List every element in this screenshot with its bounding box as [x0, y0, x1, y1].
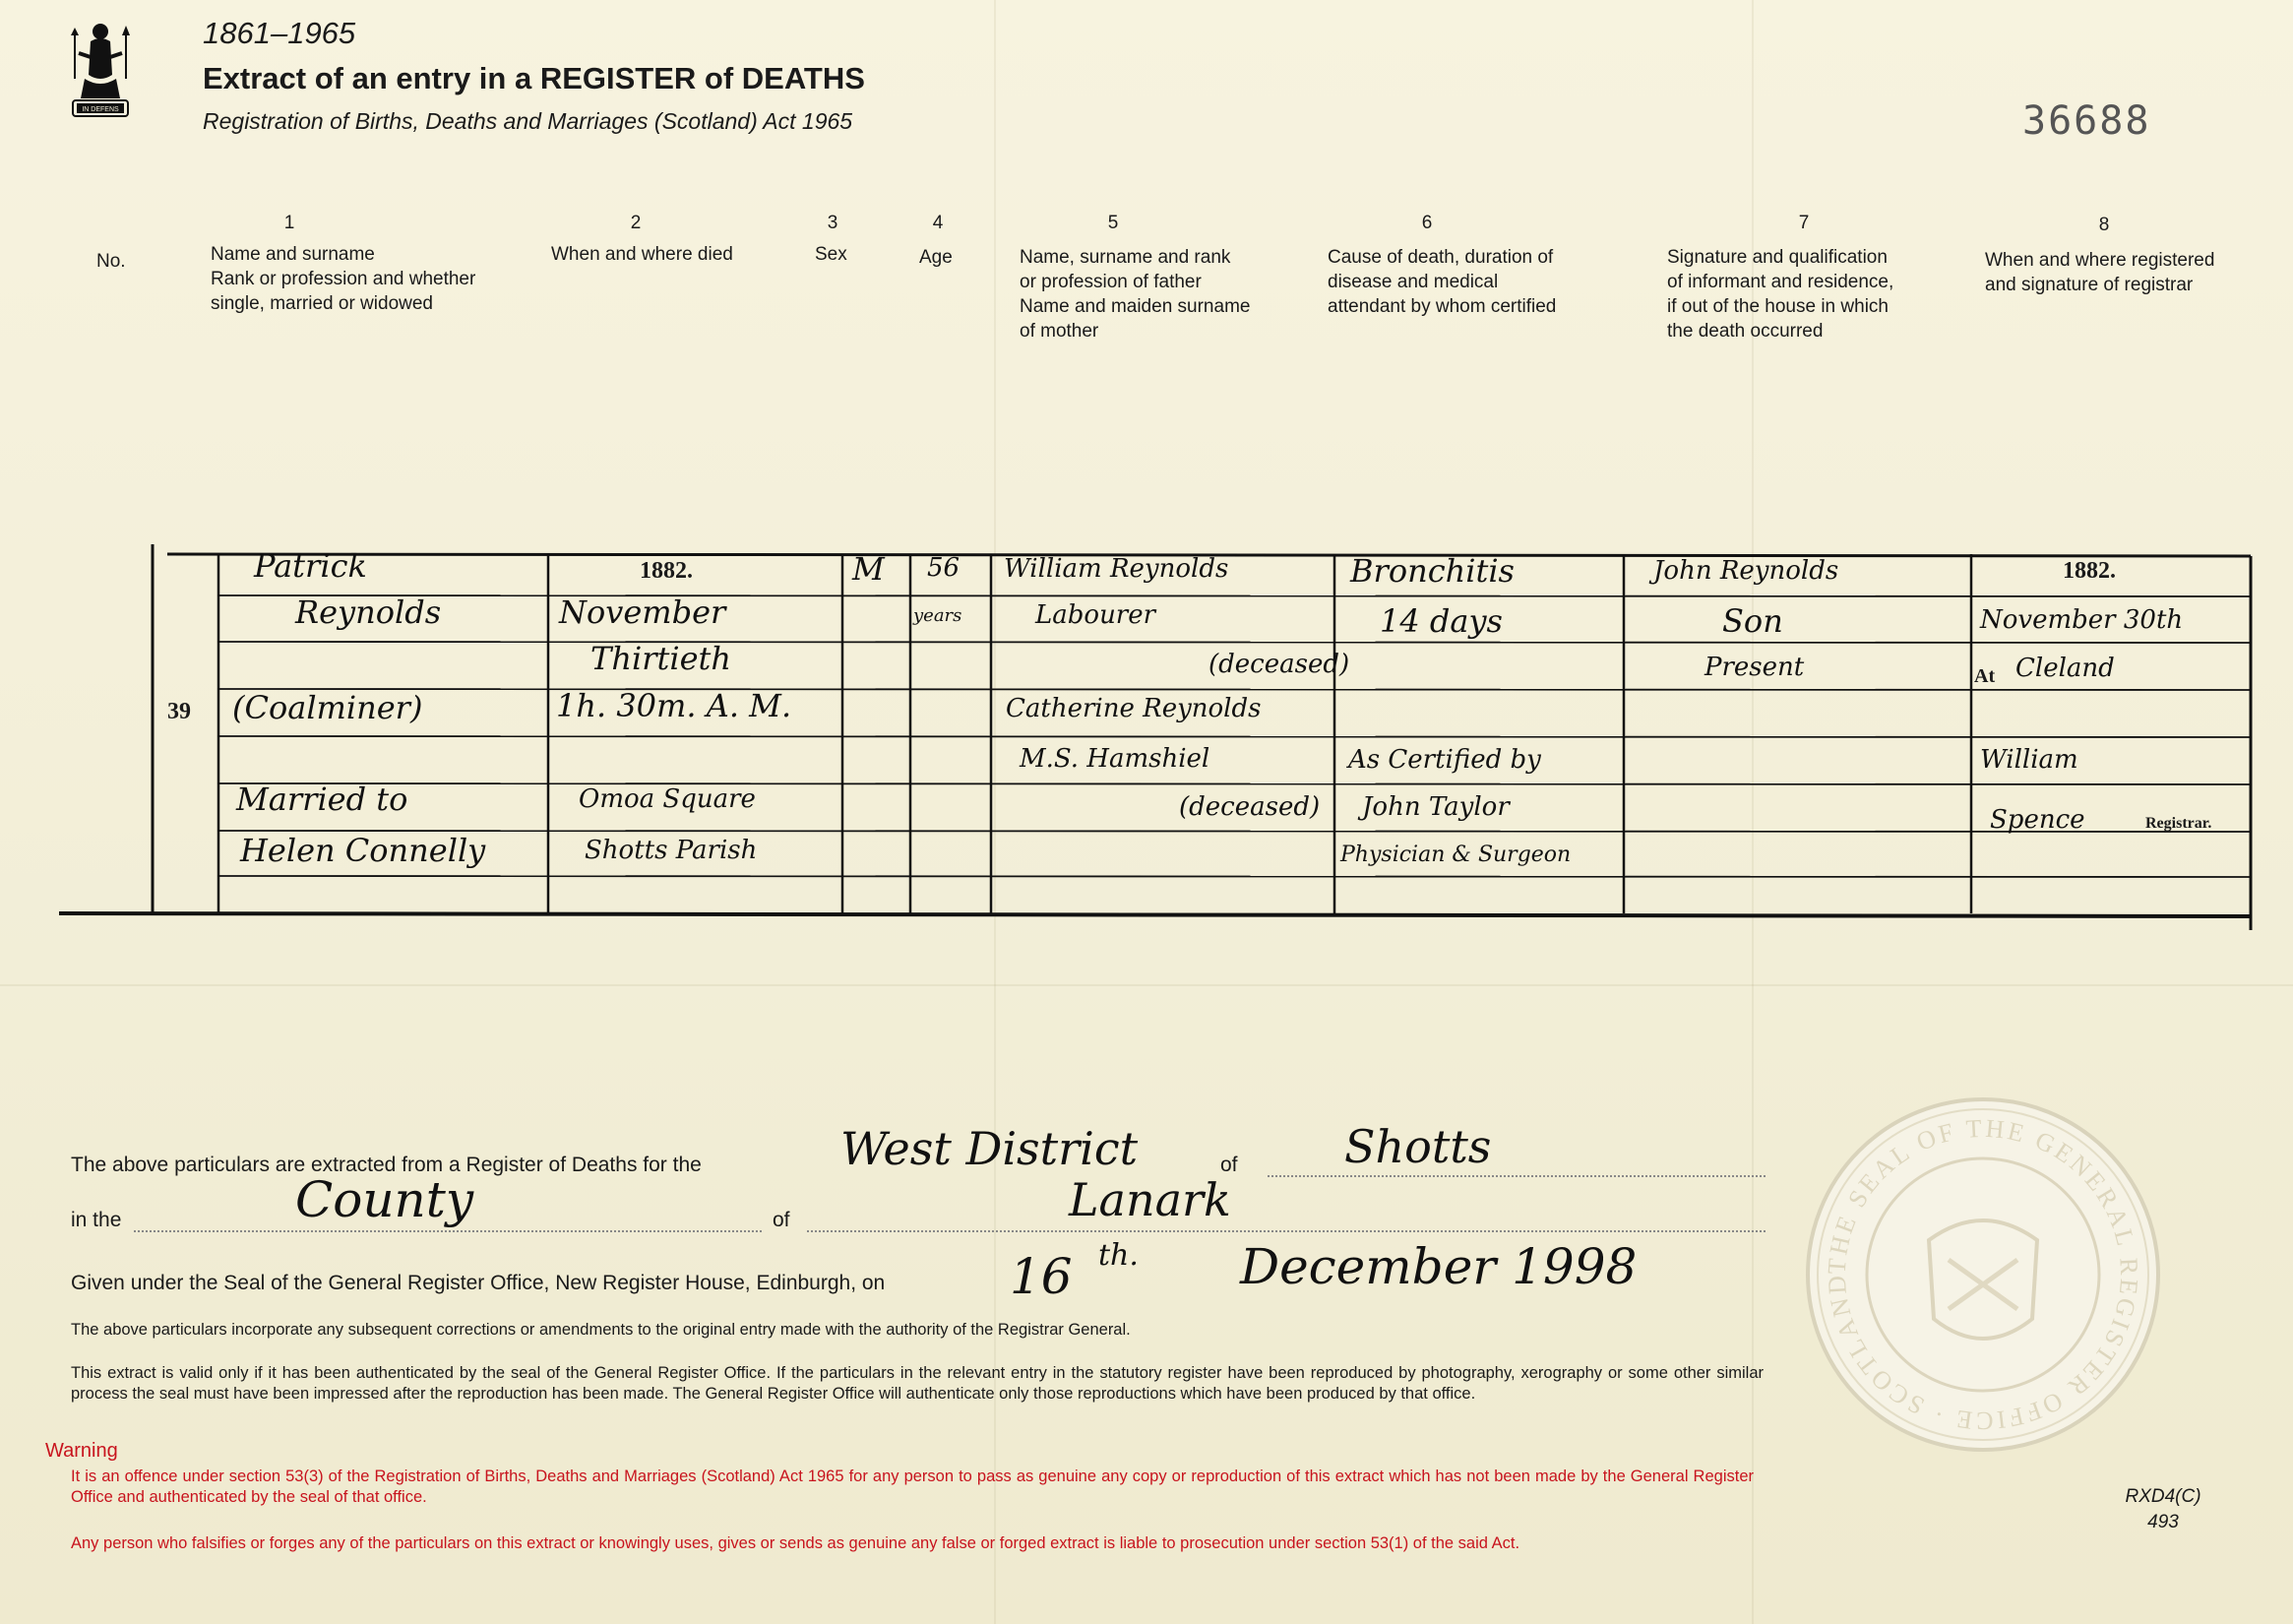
doctor-qualification: Physician & Surgeon: [1340, 843, 1572, 867]
parish-value: Shotts: [1344, 1120, 1492, 1173]
warning-offence: It is an offence under section 53(3) of the Registration of Births, Deaths and Marriages (Scotland) Act 1965 for any person to pass as genuine any copy or reproduction of this extract which has not been made by the General Register Office and authenticated by the seal of that office.: [71, 1468, 1754, 1506]
registrar-surname: Spence: [1990, 805, 2085, 835]
deceased-surname: Reynolds: [295, 593, 442, 631]
column-number: 5: [1107, 213, 1119, 233]
form-code-value: RXD4(C): [2125, 1486, 2201, 1507]
given-day: 16: [1010, 1248, 1073, 1305]
certified-by-label: As Certified by: [1348, 745, 1541, 775]
father-name: William Reynolds: [1004, 554, 1229, 584]
district-value: West District: [840, 1122, 1139, 1175]
death-month: November: [559, 593, 726, 631]
father-rank: Labourer: [1035, 600, 1156, 630]
disease-duration: 14 days: [1380, 602, 1503, 640]
sex-value: M: [852, 550, 885, 588]
informant-name: John Reynolds: [1653, 556, 1839, 586]
extract-statement: The above particulars are extracted from a Register of Deaths for the: [71, 1154, 702, 1176]
general-register-office-seal-icon: [1801, 1093, 2165, 1457]
of-label: of: [1220, 1154, 1238, 1176]
serial-number: 36688: [2022, 98, 2151, 144]
death-parish: Shotts Parish: [585, 836, 758, 865]
given-date: December 1998: [1240, 1238, 1638, 1295]
column-header-no: No.: [96, 251, 126, 272]
spouse-name: Helen Connelly: [240, 832, 486, 869]
death-year: 1882.: [640, 558, 693, 584]
county-value: Lanark: [1069, 1173, 1231, 1226]
column-number: 3: [827, 213, 838, 233]
age-value: 56: [927, 553, 961, 583]
mother-status: (deceased): [1179, 792, 1321, 822]
column-number: 6: [1421, 213, 1433, 233]
deceased-occupation: (Coalminer): [232, 689, 423, 726]
entry-number: 39: [167, 699, 191, 724]
register-years: 1861–1965: [203, 16, 356, 50]
form-code: [2094, 1484, 2232, 1535]
given-under-seal-statement: Given under the Seal of the General Register Office, New Register House, Edinburgh, on: [71, 1272, 886, 1294]
county-type-value: County: [295, 1171, 474, 1228]
marital-status: Married to: [236, 781, 408, 818]
warning-forgery: Any person who falsifies or forges any of the particulars on this extract or knowingly uses, gives or sends as genuine any false or forged extract is liable to prosecution under section 53(1) of the said Act.: [71, 1534, 1520, 1552]
cause-of-death: Bronchitis: [1350, 552, 1515, 590]
page-title: Extract of an entry in a REGISTER of DEATHS: [203, 61, 865, 95]
column-number: 8: [2098, 215, 2110, 235]
registration-at-label: At: [1974, 665, 1996, 687]
column-number: 1: [283, 213, 295, 233]
registration-date: November 30th: [1980, 605, 2184, 635]
column-header-parents: Name, surname and rank or profession of father Name and maiden surname of mother: [1020, 247, 1251, 342]
age-unit: years: [913, 605, 962, 626]
informant-qualification: Son: [1722, 602, 1783, 640]
given-day-suffix: th.: [1098, 1238, 1139, 1273]
column-header-registered: When and where registered and signature of registrar: [1985, 250, 2215, 295]
column-header-sex: Sex: [815, 244, 847, 265]
warning-title: Warning: [45, 1440, 118, 1462]
column-number: 4: [932, 213, 944, 233]
certifying-doctor: John Taylor: [1362, 792, 1510, 822]
registration-year: 1882.: [2063, 558, 2116, 584]
registrar-forename: William: [1980, 745, 2078, 775]
mother-maiden-name: M.S. Hamshiel: [1020, 744, 1210, 774]
father-status: (deceased): [1208, 650, 1350, 679]
death-day: Thirtieth: [590, 640, 731, 677]
death-place: Omoa Square: [579, 784, 756, 814]
form-number: 493: [2147, 1512, 2179, 1532]
column-header-age: Age: [919, 247, 953, 268]
corrections-note: The above particulars incorporate any subsequent corrections or amendments to the original entry made with the authority of the Registrar General.: [71, 1321, 1131, 1339]
act-subtitle: Registration of Births, Deaths and Marriages (Scotland) Act 1965: [203, 108, 853, 134]
column-header-cause: Cause of death, duration of disease and medical attendant by whom certified: [1328, 247, 1557, 317]
death-time: 1h. 30m. A. M.: [556, 687, 792, 724]
in-the-label: in the: [71, 1209, 122, 1231]
column-header-name: Name and surname Rank or profession and whether single, married or widowed: [211, 244, 476, 314]
seal-text: THE SEAL OF THE GENERAL REGISTER OFFICE · SCOTLAND: [1822, 1113, 2144, 1436]
dotted-line: [1268, 1175, 1766, 1177]
deceased-forename: Patrick: [254, 547, 367, 585]
crest-motto: IN DEFENS: [82, 106, 119, 113]
column-number: 7: [1798, 213, 1810, 233]
dotted-line: [807, 1230, 1766, 1232]
of-label-2: of: [773, 1209, 790, 1231]
column-header-when-where: When and where died: [551, 244, 733, 265]
registrar-label: Registrar.: [2145, 815, 2212, 832]
mother-name: Catherine Reynolds: [1006, 694, 1262, 723]
validity-note: This extract is valid only if it has been authenticated by the seal of the General Register Office. If the particulars in the relevant entry in the statutory register have been reproduced by photography, xerography or some other similar process the seal must have been impressed after the reproduction has been made. The General Register Office will authenticate only those reproductions which have been produced by that office.: [71, 1364, 1764, 1403]
column-number: 2: [630, 213, 642, 233]
informant-residence: Present: [1704, 653, 1805, 682]
registration-place: Cleland: [2015, 654, 2115, 683]
column-header-informant: Signature and qualification of informant and residence, if out of the house in which the death occurred: [1667, 247, 1894, 342]
dotted-line: [134, 1230, 762, 1232]
